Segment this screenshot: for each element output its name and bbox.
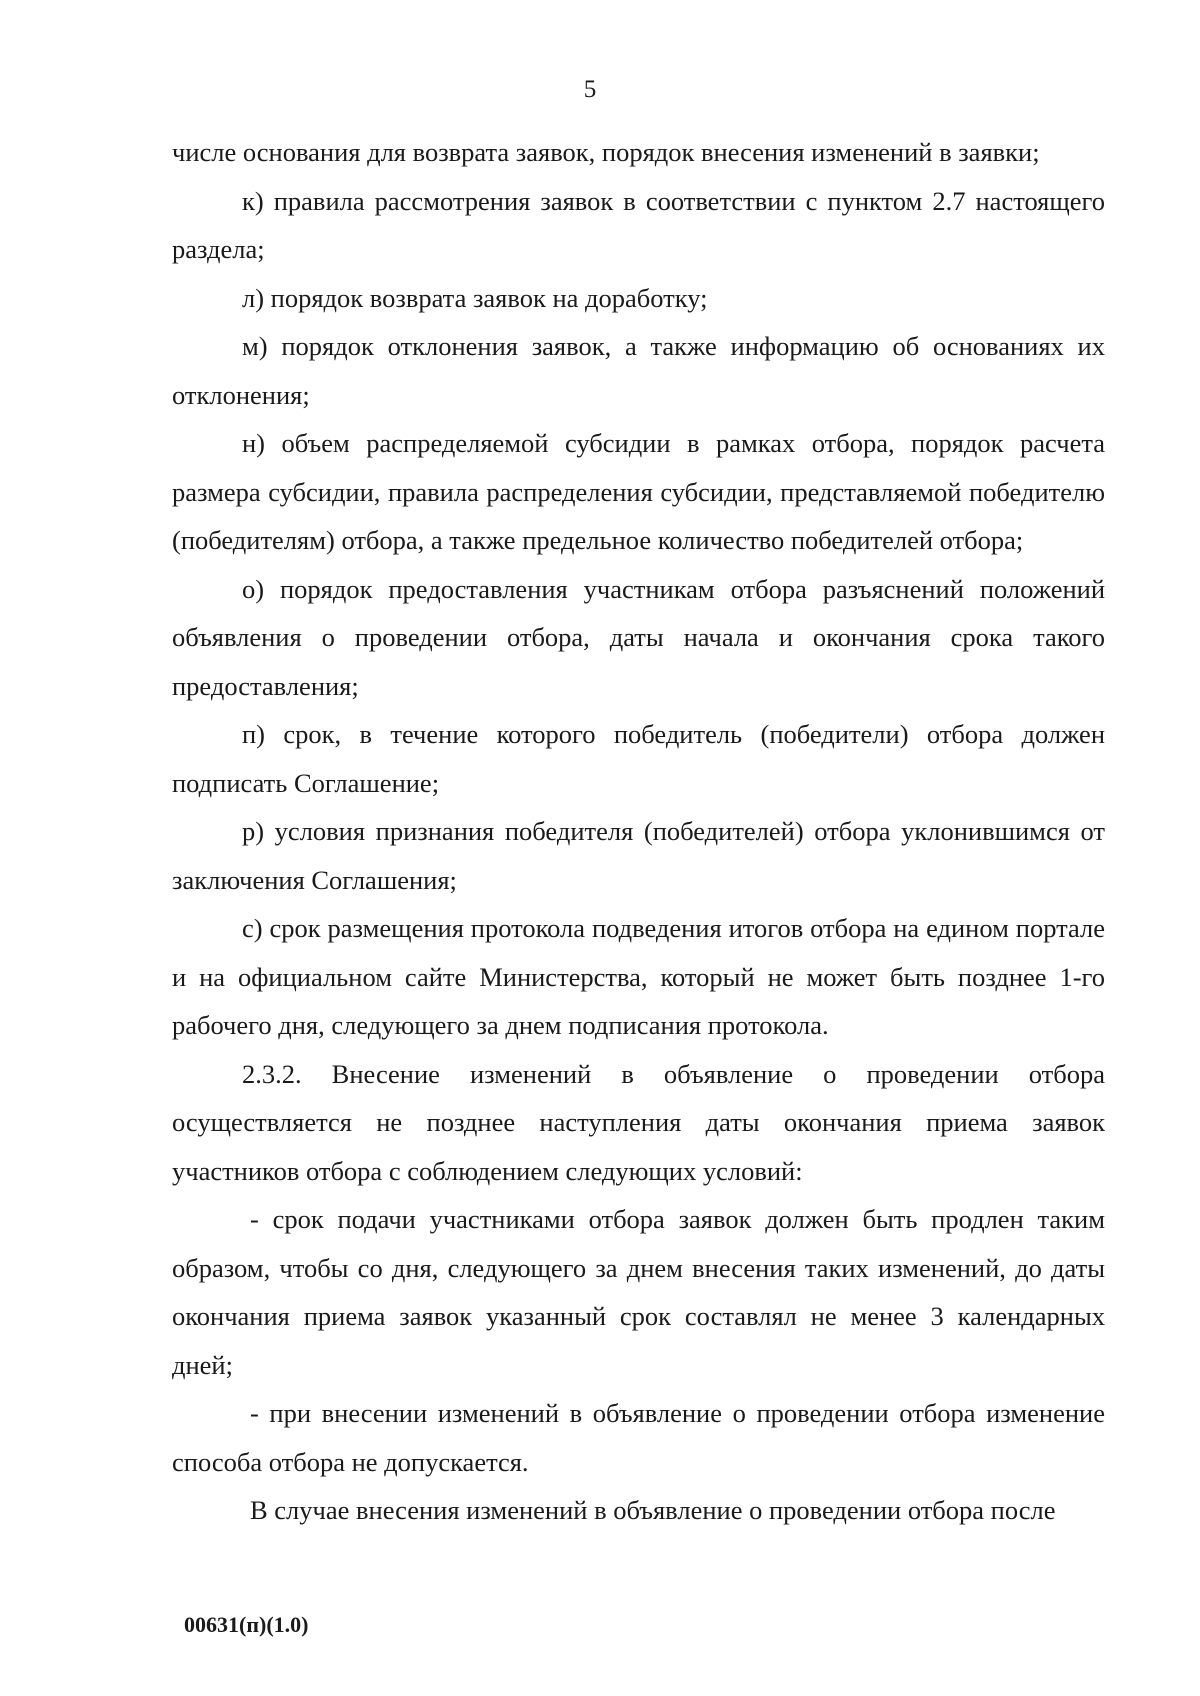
paragraph-item-k: к) правила рассмотрения заявок в соответствии с пунктом 2.7 настоящего раздела; — [172, 185, 1105, 264]
paragraph-item-l: л) порядок возврата заявок на доработку; — [242, 282, 708, 313]
paragraph-item-p: п) срок, в течение которого победитель (победители) отбора должен подписать Соглашение; — [172, 719, 1105, 798]
paragraph-section-2-3-2: 2.3.2. Внесение изменений в объявление о проведении отбора осуществляется не позднее наступления даты окончания приема заявок участников отбора с соблюдением следующих условий: — [172, 1058, 1105, 1186]
paragraph-item-m: м) порядок отклонения заявок, а также информацию об основаниях их отклонения; — [172, 331, 1105, 410]
document-body — [172, 128, 1105, 1535]
paragraph-condition-method: - при внесении изменений в объявление о проведении отбора изменение способа отбора не допускается. — [172, 1398, 1105, 1477]
paragraph-item-o: о) порядок предоставления участникам отбора разъяснений положений объявления о проведении отбора, даты начала и окончания срока такого предоставления; — [172, 573, 1105, 701]
page-number: 5 — [583, 76, 597, 103]
paragraph-condition-deadline: - срок подачи участниками отбора заявок должен быть продлен таким образом, чтобы со дня, следующего за днем внесения таких изменений, до даты окончания приема заявок указанный срок составлял не менее 3 календарных дней; — [172, 1204, 1105, 1380]
paragraph-item-n: н) объем распределяемой субсидии в рамках отбора, порядок расчета размера субсидии, правила распределения субсидии, представляемой победителю (победителям) отбора, а также предельное количество победителей отбора; — [172, 428, 1105, 555]
paragraph-in-case-of-changes: В случае внесения изменений в объявление о проведении отбора после — [250, 1495, 1056, 1525]
paragraph-item-s: с) срок размещения протокола подведения итогов отбора на едином портале и на официальном сайте Министерства, который не может быть позднее 1-го рабочего дня, следующего за днем подписания протокола. — [172, 913, 1105, 1040]
paragraph-continuation: числе основания для возврата заявок, порядок внесения изменений в заявки; — [172, 137, 1040, 167]
paragraph-item-r: р) условия признания победителя (победителей) отбора уклонившимся от заключения Соглашения; — [172, 816, 1105, 895]
document-footer-code: 00631(п)(1.0) — [184, 1612, 309, 1637]
